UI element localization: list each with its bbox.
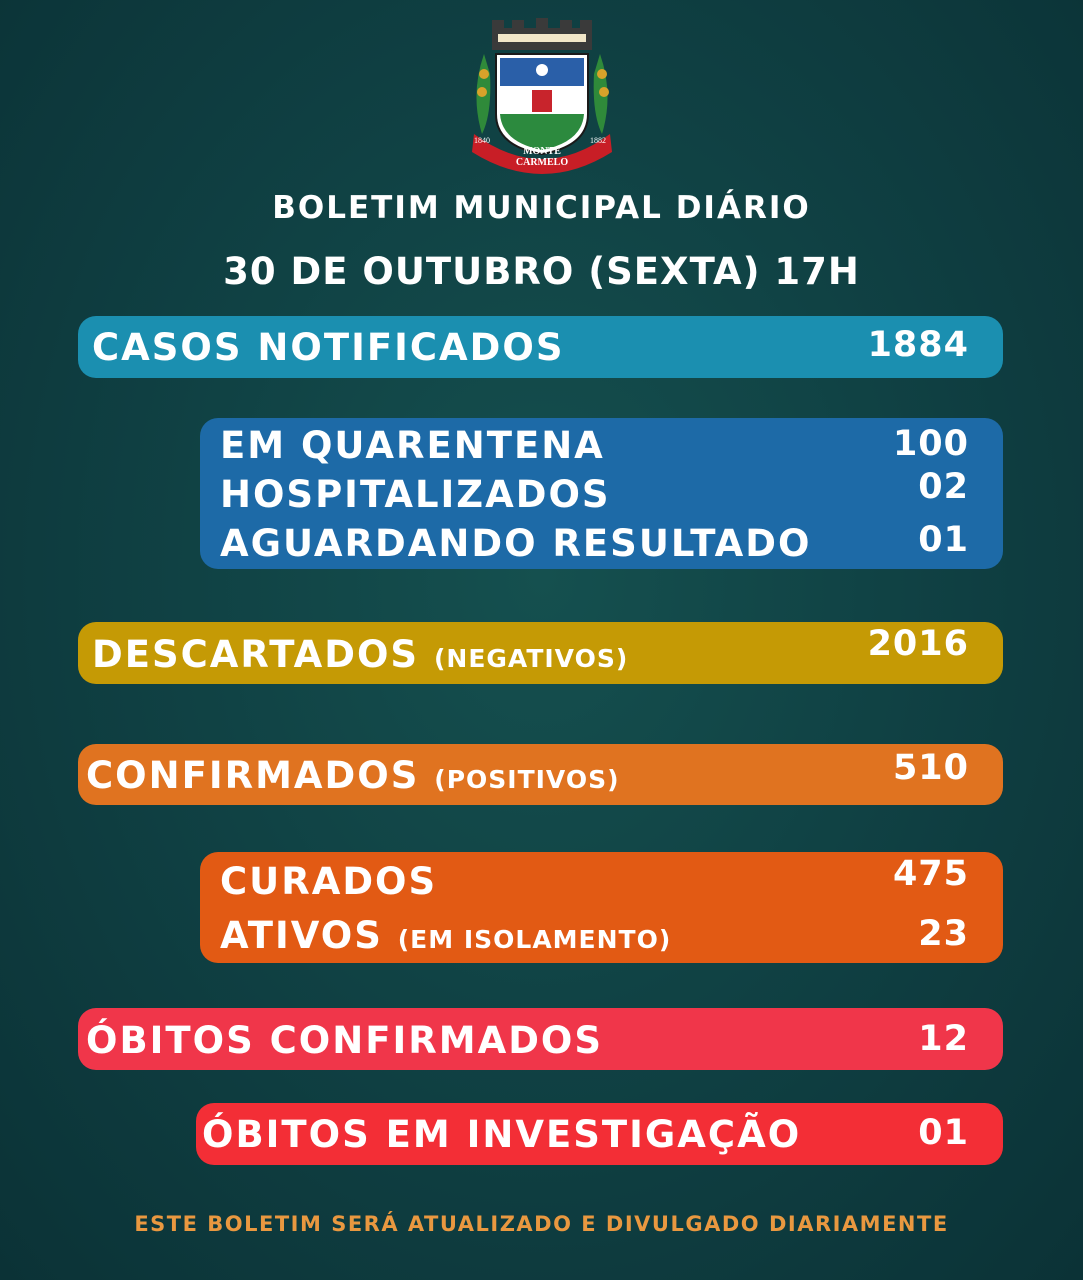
recovered-row xyxy=(220,854,969,906)
recovered-label: CURADOS xyxy=(220,860,438,903)
deaths-confirmed-label: ÓBITOS CONFIRMADOS xyxy=(86,1019,604,1062)
deaths-investigation-label: ÓBITOS EM INVESTIGAÇÃO xyxy=(202,1113,802,1156)
active-value: 23 xyxy=(918,914,969,954)
confirmed-sublabel: (POSITIVOS) xyxy=(434,765,620,794)
quarantine-label: EM QUARENTENA xyxy=(220,424,605,467)
active-sublabel: (EM ISOLAMENTO) xyxy=(397,925,672,954)
deaths-investigation-value: 01 xyxy=(918,1113,969,1153)
recovered-value: 475 xyxy=(892,854,969,894)
quarantine-group-panel xyxy=(200,418,1003,569)
active-row xyxy=(220,912,969,960)
discarded-value: 2016 xyxy=(867,624,969,664)
bulletin-title: BOLETIM MUNICIPAL DIÁRIO xyxy=(272,190,811,226)
discarded-bar xyxy=(78,622,1003,684)
crest-year-left: 1840 xyxy=(474,136,490,145)
deaths-confirmed-bar xyxy=(78,1008,1003,1070)
awaiting-result-row xyxy=(220,520,969,568)
discarded-sublabel: (NEGATIVOS) xyxy=(433,644,629,673)
hospitalized-row xyxy=(220,467,969,519)
discarded-label: DESCARTADOS (NEGATIVOS) xyxy=(92,633,629,676)
footer-note: ESTE BOLETIM SERÁ ATUALIZADO E DIVULGADO DIARIAMENTE xyxy=(134,1212,949,1236)
quarantine-row xyxy=(220,422,969,470)
notified-cases-label: CASOS NOTIFICADOS xyxy=(92,326,565,369)
confirmed-label: CONFIRMADOS (POSITIVOS) xyxy=(86,754,620,797)
deaths-investigation-bar xyxy=(196,1103,1003,1165)
crest-year-right: 1882 xyxy=(590,136,606,145)
notified-cases-bar xyxy=(78,316,1003,378)
crest-banner-text: MONTE CARMELO xyxy=(515,146,569,168)
awaiting-result-label: AGUARDANDO RESULTADO xyxy=(220,522,812,565)
confirmed-value: 510 xyxy=(892,748,969,788)
confirmed-bar xyxy=(78,744,1003,805)
awaiting-result-value: 01 xyxy=(918,520,969,560)
deaths-confirmed-value: 12 xyxy=(918,1019,969,1059)
bulletin-date: 30 DE OUTUBRO (SEXTA) 17H xyxy=(223,250,860,293)
notified-cases-value: 1884 xyxy=(867,325,969,365)
hospitalized-label: HOSPITALIZADOS xyxy=(220,473,611,516)
active-label: ATIVOS (EM ISOLAMENTO) xyxy=(220,914,672,957)
hospitalized-value: 02 xyxy=(918,467,969,507)
recovered-group-panel xyxy=(200,852,1003,963)
quarantine-value: 100 xyxy=(892,424,969,464)
